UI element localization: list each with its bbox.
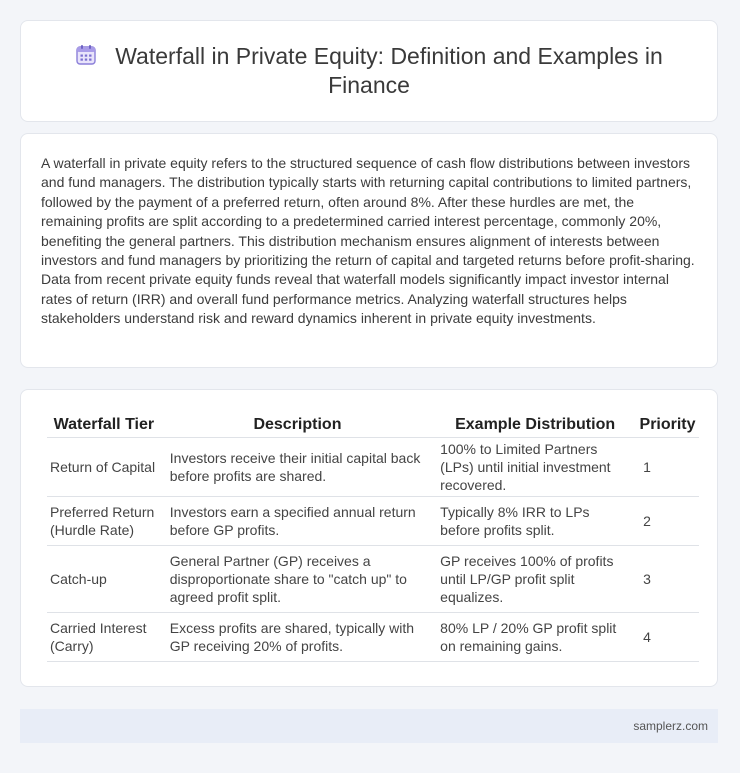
cell-description: Investors earn a specified annual return before GP profits. (161, 497, 434, 546)
cell-example: GP receives 100% of profits until LP/GP profit split equalizes. (434, 546, 636, 613)
table-row (47, 438, 699, 497)
cell-priority: 3 (636, 546, 699, 613)
title-card (20, 20, 718, 122)
header-description: Description (161, 412, 434, 438)
intro-paragraph: A waterfall in private equity refers to the structured sequence of cash flow distributions between investors and fund managers. The distribution typically starts with returning capital contributions to limited partners, followed by the payment of a preferred return, often around 8%. After these hurdles are met, the remaining profits are split according to a predetermined carried interest percentage, commonly 20%, benefiting the general partners. This distribution mechanism ensures alignment of interests between investors and fund managers by prioritizing the return of capital and targeted returns before profit-sharing. Data from recent private equity funds reveal that waterfall models significantly impact investor internal rates of return (IRR) and overall fund performance metrics. Analyzing waterfall structures helps stakeholders understand risk and reward dynamics inherent in private equity investments. (41, 155, 695, 327)
cell-example: 100% to Limited Partners (LPs) until initial investment recovered. (434, 438, 636, 497)
cell-example: 80% LP / 20% GP profit split on remaining gains. (434, 613, 636, 662)
cell-description: Investors receive their initial capital back before profits are shared. (161, 438, 434, 497)
cell-priority: 2 (636, 497, 699, 546)
page-title-container (59, 42, 679, 100)
calendar-icon (75, 44, 97, 66)
cell-description: Excess profits are shared, typically with GP receiving 20% of profits. (161, 613, 434, 662)
cell-priority: 4 (636, 613, 699, 662)
table-row (47, 613, 699, 662)
page-title: Waterfall in Private Equity: Definition and Examples in Finance (115, 43, 663, 98)
cell-tier: Preferred Return (Hurdle Rate) (47, 497, 161, 546)
cell-tier: Catch-up (47, 546, 161, 613)
cell-description: General Partner (GP) receives a disproportionate share to "catch up" to agreed profit split. (161, 546, 434, 613)
table-row (47, 546, 699, 613)
footer-site-link[interactable]: samplerz.com (633, 719, 708, 733)
footer-bar (20, 709, 718, 743)
table-row (47, 497, 699, 546)
cell-example: Typically 8% IRR to LPs before profits split. (434, 497, 636, 546)
waterfall-table (47, 412, 699, 662)
cell-priority: 1 (636, 438, 699, 497)
intro-card (20, 133, 718, 368)
cell-tier: Carried Interest (Carry) (47, 613, 161, 662)
table-card (20, 389, 718, 687)
cell-tier: Return of Capital (47, 438, 161, 497)
header-waterfall-tier: Waterfall Tier (47, 412, 161, 438)
header-example-distribution: Example Distribution (434, 412, 636, 438)
table-header-row (47, 412, 699, 438)
header-priority: Priority (636, 412, 699, 438)
